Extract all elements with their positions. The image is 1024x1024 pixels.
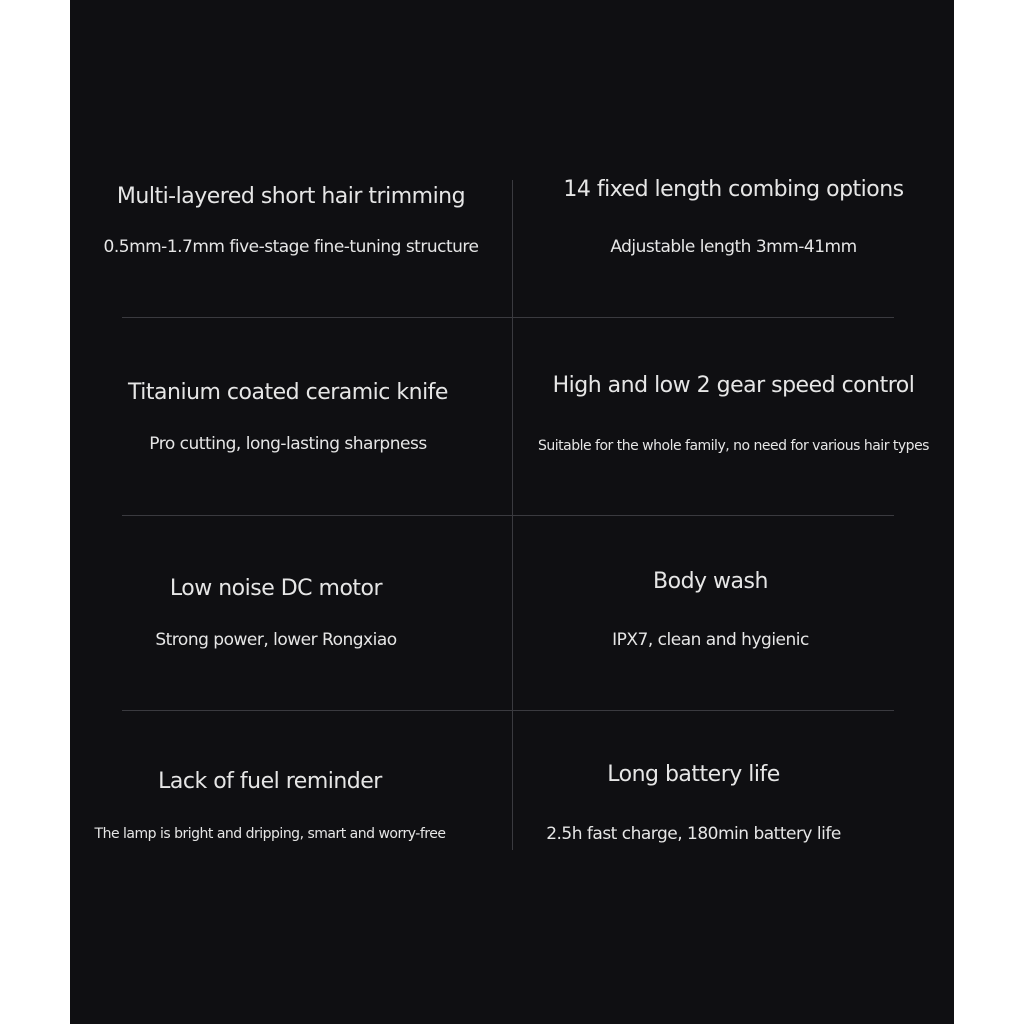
feature-length-combs <box>513 177 954 267</box>
feature-description: 2.5h fast charge, 180min battery life <box>546 824 841 844</box>
feature-description: The lamp is bright and dripping, smart and worry-free <box>94 826 446 842</box>
feature-title: High and low 2 gear speed control <box>552 373 915 398</box>
feature-description: IPX7, clean and hygienic <box>612 630 809 650</box>
row-divider-3 <box>122 710 894 711</box>
feature-description: 0.5mm-1.7mm five-stage fine-tuning structure <box>103 237 479 257</box>
feature-title: Lack of fuel reminder <box>158 769 382 794</box>
feature-title: Titanium coated ceramic knife <box>128 380 448 405</box>
feature-description: Pro cutting, long-lasting sharpness <box>149 434 427 454</box>
feature-short-hair-trimming <box>70 184 512 274</box>
row-divider-1 <box>122 317 894 318</box>
feature-dc-motor <box>70 576 482 666</box>
feature-fuel-reminder <box>70 769 470 859</box>
feature-title: 14 fixed length combing options <box>563 177 904 202</box>
feature-title: Low noise DC motor <box>169 576 383 601</box>
feature-title: Body wash <box>653 569 768 594</box>
feature-body-wash <box>513 569 908 659</box>
feature-battery-life <box>513 762 874 852</box>
feature-title: Multi-layered short hair trimming <box>116 184 466 209</box>
row-divider-2 <box>122 515 894 516</box>
feature-panel <box>70 0 954 1024</box>
feature-speed-control <box>513 373 954 463</box>
feature-ceramic-knife <box>70 380 506 470</box>
feature-description: Strong power, lower Rongxiao <box>155 630 397 650</box>
feature-description: Adjustable length 3mm-41mm <box>610 237 857 257</box>
feature-description: Suitable for the whole family, no need for various hair types <box>538 438 929 454</box>
feature-title: Long battery life <box>607 762 780 787</box>
